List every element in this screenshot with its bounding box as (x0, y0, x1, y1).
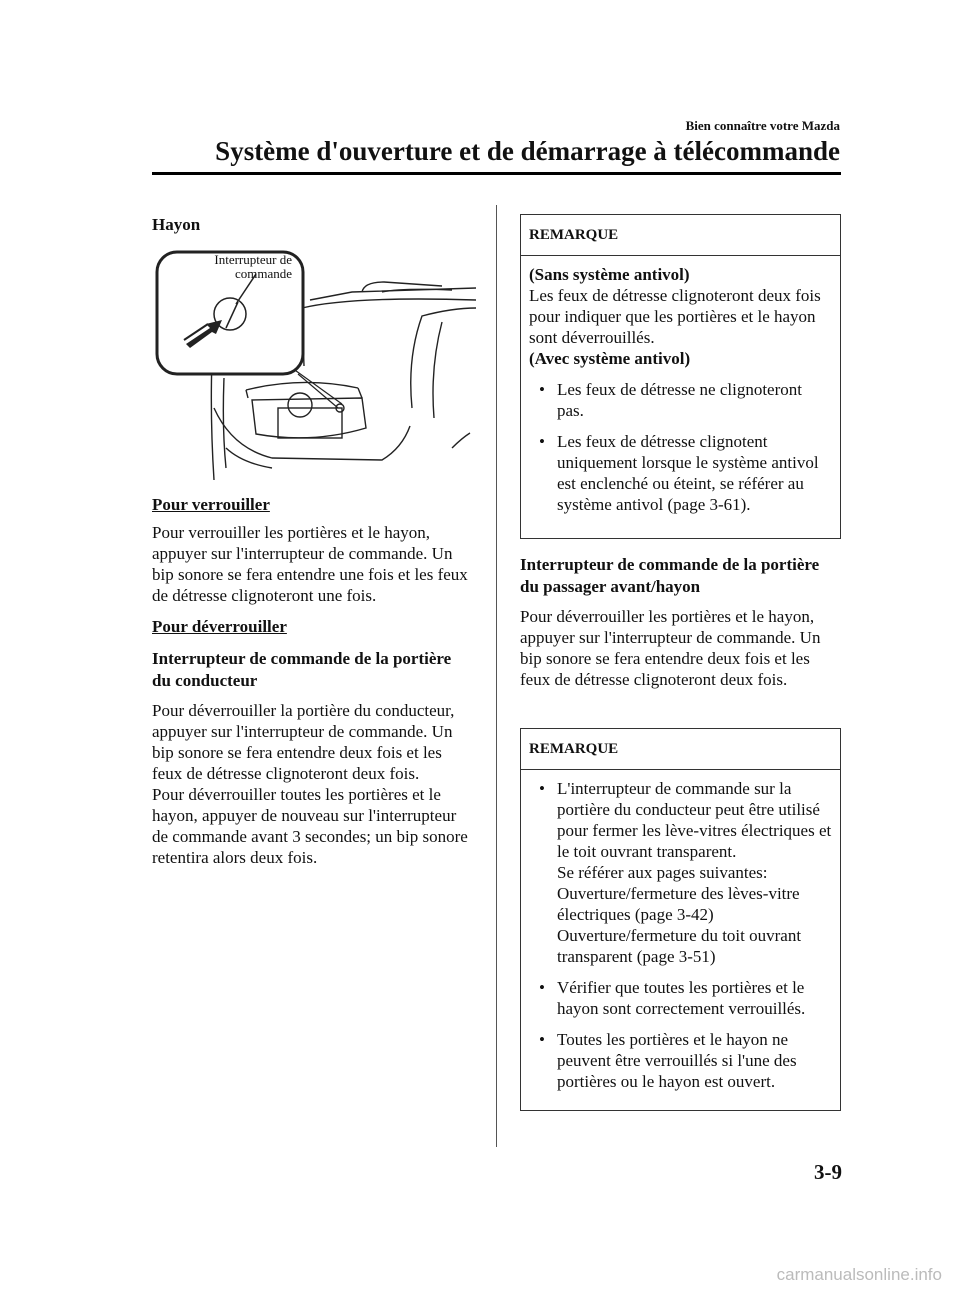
switch-callout: Interrupteur de commande (214, 252, 292, 281)
header-divider (152, 172, 841, 175)
bullet-icon: • (539, 779, 545, 798)
page-number: 3-9 (814, 1160, 842, 1184)
passenger-section (520, 554, 841, 690)
note-2-heading: REMARQUE (521, 729, 840, 770)
header-section: Bien connaître votre Mazda (685, 118, 840, 133)
note-box-1 (520, 214, 841, 539)
bullet-icon: • (539, 432, 545, 451)
lock-heading: Pour verrouiller (152, 495, 270, 514)
driver-switch-heading: Interrupteur de commande de la portière du conducteur (152, 649, 452, 690)
passenger-paragraph: Pour déverrouiller les portières et le hayon, appuyer sur l'interrupteur de commande. Un bip sonore se fera entendre deux fois et les feux de détresse clignoteront deux fois. (520, 607, 821, 689)
note-1-bullet-2: • Les feux de détresse clignotent uniquement lorsque le système antivol est enclenché ou éteint, se référer au système antivol (page 3-61). (539, 432, 819, 514)
passenger-switch-heading: Interrupteur de commande de la portière du passager avant/hayon (520, 555, 820, 596)
bullet-icon: • (539, 1030, 545, 1049)
left-column-text (152, 494, 474, 868)
note-2-bullet-1: • L'interrupteur de commande sur la portière du conducteur peut être utilisé pour fermer les lève-vitres électriques et le toit ouvrant transparent. Se référer aux pages suivantes: Ouverture/fermeture des lèves-vitre électriques (page 3-42) Ouverture/fermeture du toit ouvrant transparent (page 3-51) (539, 779, 832, 966)
unlock-heading: Pour déverrouiller (152, 617, 287, 636)
note-box-2 (520, 728, 841, 1111)
note-1-bullet-1: • Les feux de détresse ne clignoteront pas. (539, 380, 802, 420)
no-antitheft-text: Les feux de détresse clignoteront deux fois pour indiquer que les portières et le hayon sont déverrouillés. (529, 286, 821, 347)
bullet-icon: • (539, 380, 545, 399)
note-2-bullet-3: • Toutes les portières et le hayon ne peuvent être verrouillés si l'une des portières ou le hayon est ouvert. (539, 1030, 797, 1091)
driver-paragraph-2: Pour déverrouiller toutes les portières et le hayon, appuyer de nouveau sur l'interrupteur de commande avant 3 secondes; un bip sonore retentira alors deux fois. (152, 785, 468, 867)
with-antitheft-label: (Avec système antivol) (529, 349, 691, 368)
page-title: Système d'ouverture et de démarrage à télécommande (215, 136, 840, 166)
bullet-icon: • (539, 978, 545, 997)
watermark: carmanualsonline.info (776, 1265, 942, 1284)
note-2-bullet-2: • Vérifier que toutes les portières et le hayon sont correctement verrouillés. (539, 978, 806, 1018)
note-1-heading: REMARQUE (521, 215, 840, 256)
driver-paragraph-1: Pour déverrouiller la portière du conducteur, appuyer sur l'interrupteur de commande. Un bip sonore se fera entendre deux fois et les feux de détresse clignoteront deux fois. (152, 701, 455, 783)
lock-paragraph: Pour verrouiller les portières et le hayon, appuyer sur l'interrupteur de commande. Un bip sonore se fera entendre une fois et les feux de détresse clignoteront une fois. (152, 523, 468, 605)
column-divider (496, 205, 497, 1147)
tailgate-illustration (152, 248, 476, 484)
hayon-heading: Hayon (152, 215, 201, 234)
tailgate-drawing (152, 248, 476, 484)
no-antitheft-label: (Sans système antivol) (529, 265, 690, 284)
